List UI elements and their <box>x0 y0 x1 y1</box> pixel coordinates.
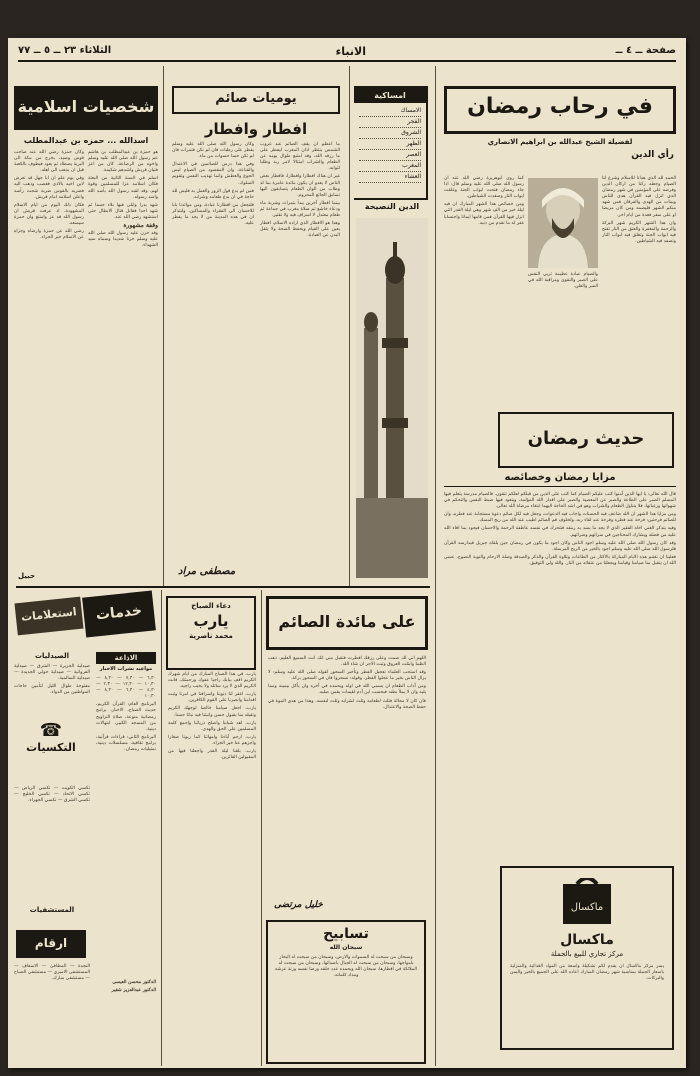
taxi-block <box>16 720 86 780</box>
ramadan-banner <box>444 86 676 134</box>
ramadan-byline: لفضيلة الشيخ عبدالله بن ابراهيم الانصاري <box>487 138 633 146</box>
diary-series-label: يوميات صائم <box>215 91 297 106</box>
personalities-title: اسدالله ... حمزه بن عبدالمطلب <box>23 136 149 145</box>
diary-text-1: ما اعظم ان يقف الصائم عند غروب الشمس ينتظر اذان المغرب ليفطر على ما رزقه الله، وقد امتنع طوال يومه عن الطعام والشراب امتثالا لامر ربه وطلبا لثوابه. غير ان هناك افطارا وافطارا، فافطار بعض الناس لا يعدو ان يكون مائدة عامرة بما لذ وطاب من الوان الطعام يتسابقون اليها تسابق الجائع المحروم. بينما افطار آخرين يبدأ بتمرات وشربة ماء ودعاء خاشع ثم صلاة مغرب في جماعة ثم طعام معتدل لا اسراف فيه ولا تقتير. وهذا هو الافطار الذي اراده الاسلام، افطار يعين على القيام ويحفظ الصحة ولا يثقل البدن عن العبادة. <box>260 142 340 239</box>
diary-title: افطار وافطار <box>204 120 308 138</box>
ramadan-series-title: في رحاب رمضان <box>467 94 653 119</box>
services-column <box>12 590 158 1066</box>
imsakiya-title: امساكية <box>354 88 426 103</box>
diary-text-2: وكان رسول الله صلى الله عليه وسلم يفطر على رطبات فان لم تكن فتمرات فان لم تكن حسا حسوات من ماء. وفي هذا درس للصائمين في الاعتدال والقناعة، وان المقصود من الصيام ليس الجوع والعطش وانما تهذيب النفس وتقويم السلوك. فمن لم يدع قول الزور والعمل به فليس لله حاجة في ان يدع طعامه وشرابه. فلنجعل من افطارنا عبادة، ومن موائدنا بابا للاحسان الى الفقراء والمساكين، ولنتذكر ان في هذه المدينة من لا يجد ما يفطر عليه. <box>172 142 254 227</box>
taxi-title: التكسيات <box>26 741 76 754</box>
portrait-image <box>528 178 598 268</box>
personalities-banner <box>14 86 158 130</box>
column-rule <box>261 590 262 1066</box>
tasabeeh-title: تسابيح <box>323 926 369 942</box>
aid-text: اللهم اني لك صمت وعلى رزقك افطرت فتقبل مني انك انت السميع العليم. ذهب الظمأ وابتلت العروق وثبت الاجر ان شاء الله. وقد استحب العلماء تعجيل الفطر وتأخير السحور لقوله صلى الله عليه وسلم: لا يزال الناس بخير ما عجلوا الفطر. وقوله: تسحروا فان في السحور بركة. ومن آداب الطعام ان يسمي الله في اوله ويحمده في آخره وان يأكل بيمينه ومما يليه وان لا يملأ بطنه فبحسب ابن آدم لقيمات يقمن صلبه. فان كان لا محالة فثلث لطعامه وثلث لشرابه وثلث لنفسه. وهذا من هدي النبوة في حفظ الصحة والاعتدال. <box>268 656 426 710</box>
ramadan-article-title: مزايا رمضان وخصائصه <box>504 472 616 483</box>
radio-title: الاذاعة <box>96 652 156 664</box>
nasiriya-sub: يارب <box>193 612 229 630</box>
inquiries-banner: استعلامات <box>15 597 84 636</box>
ad-brand: ماكسال <box>560 932 614 948</box>
ad-logo <box>502 878 672 932</box>
imsakiya-row: الشروق <box>359 128 421 139</box>
imsakiya-box <box>354 86 428 200</box>
maksal-ad <box>500 866 674 1050</box>
ramadan-column <box>440 66 680 1066</box>
personalities-subhead: وقفة مشهورة <box>123 222 158 230</box>
personalities-column <box>12 66 160 586</box>
personalities-text-1: هو حمزة بن عبدالمطلب بن هاشم عم رسول الله صلى الله عليه وسلم واخوه من الرضاعة، كان من اعز فتيان قريش واشدهم شكيمة. اسلم في السنة الثانية من البعثة فكان اسلامه عزا للمسلمين وقوة لهم، وقد لقبه رسول الله بأسد الله واسد رسوله. شهد بدرا وابلى فيها بلاء حسنا ثم شهد احدا فقاتل قتال الابطال حتى استشهد رضي الله عنه. وقفة مشهورة وقد حزن عليه رسول الله صلى الله عليه وسلم حزنا شديدا وسماه سيد الشهداء. <box>88 150 158 249</box>
nasiriya-title: دعاء الصباح <box>191 602 231 610</box>
aid-banner <box>266 596 428 650</box>
taxi-text: تكسي الكويت — تكسي الرياض — تكسي الاتحاد — تكسي الخليج — تكسي الشرق — تكسي الجهراء. <box>14 786 90 804</box>
doctor-1: الدكتور محسن العيسى <box>112 980 156 985</box>
ad-logo-image <box>557 878 617 928</box>
diary-banner <box>172 86 340 114</box>
ad-subtitle: مركز تجاري للبيع بالجملة <box>550 950 624 958</box>
services-banner: خدمات <box>82 590 156 637</box>
aid-title: على مائدة الصائم <box>278 612 416 631</box>
mosque-photo <box>356 218 428 578</box>
imsakiya-table <box>354 103 426 186</box>
doctors-text <box>96 980 156 1060</box>
page-label: صفحة ــ ٤ ــ <box>615 45 676 56</box>
tasabeeh-box <box>266 920 426 1064</box>
ramadan-text-3: والصيام عبادة عظيمة تربي النفس على الصبر والتقوى ومراقبة الله في السر والعلن. <box>528 272 598 290</box>
ramadan-talk-label: حديث رمضان <box>527 428 645 449</box>
imsakiya-row: المغرب <box>359 161 421 172</box>
sheikh-photo <box>528 178 598 268</box>
personalities-series-label: شخصيات اسلامية <box>17 97 155 116</box>
section-title: رأي الدين <box>631 150 674 160</box>
date-line: الثلاثاء ٢٣ ــ ٥ ــ ٧٧ <box>18 45 112 56</box>
imsakiya-row: العصر <box>359 150 421 161</box>
divider <box>444 486 676 487</box>
ad-logo-text: ماكسال <box>570 902 604 913</box>
column-rule <box>163 66 164 586</box>
paper-name: الانباء <box>335 45 366 58</box>
imsakiya-row: الظهر <box>359 139 421 150</box>
nasiriya-text: يارب، في هذا الصباح المبارك من ايام شهرك الكريم اقف ببابك راجيا عفوك ورحمتك، فانت الكريم الذي لا يرد سائله ولا يخيب راجيه. يارب، اغفر لنا ذنوبنا واسرافنا في امرنا وثبت اقدامنا وانصرنا على القوم الكافرين. يارب، اجعل صيامنا خالصا لوجهك الكريم وتقبله منا بقبول حسن وانبتنا فيه نباتا حسنا. يارب، اهد شبابنا واصلح ذرياتنا واجمع كلمة المسلمين على الحق والهدى. يارب، ارحم آباءنا وامهاتنا كما ربونا صغارا واجزهم عنا خير الجزاء. يارب، بلغنا ليلة القدر واجعلنا فيها من المقبولين الفائزين. <box>168 672 256 761</box>
ramadan-text-1: الحمد لله الذي هدانا للاسلام وشرع لنا الصيام وجعله ركنا من اركان الدين وفرضه على المؤمنين في شهر رمضان الذي انزل فيه القرآن هدى للناس وبينات من الهدى والفرقان فمن شهد منكم الشهر فليصمه ومن كان مريضا او على سفر فعدة من ايام اخر. وان هذا الشهر الكريم شهر البركة والرحمة والمغفرة والعتق من النار تفتح فيه ابواب الجنة وتغلق فيه ابواب النار وتصفد فيه الشياطين. <box>602 176 676 244</box>
aid-column <box>264 590 430 1066</box>
ramadan-text-4: قال الله تعالى: يا ايها الذين آمنوا كتب عليكم الصيام كما كتب على الذين من قبلكم لعلكم تتقون. فالصيام مدرسة يتعلم فيها المسلم الصبر على الطاعة والصبر عن المعصية والصبر على اقدار الله المؤلمة، ويتعود فيها ضبط النفس والتحكم في شهواتها ورغباتها، فلا يتناول الطعام والشراب وهو في اشد الحاجة اليهما ابتغاء مرضاة الله تعالى. ومن مزايا هذا الشهر ان الله ضاعف فيه الحسنات واجاب فيه الدعوات، وجعل فيه لكل صائم دعوة مستجابة عند فطره، وان للصائم فرحتين: فرحة عند فطره وفرحة عند لقاء ربه، ولخلوف فم الصائم اطيب عند الله من ريح المسك. وفيه يتذكر الغني اخاه الفقير الذي لا يجد ما يسد به رمقه فتتحرك في نفسه عاطفة الرحمة والاحسان فيجود بما افاء الله عليه من فضله ويشارك المحتاجين في سرائهم وضرائهم. وقد كان رسول الله صلى الله عليه وسلم اجود الناس وكان اجود ما يكون في رمضان حين يلقاه جبريل فيدارسه القرآن فلرسول الله صلى الله عليه وسلم اجود بالخير من الريح المرسلة. فعلينا ان نغتنم هذه الايام المباركة بالاكثار من الطاعات وتلاوة القرآن والذكر والصدقة وصلة الارحام والتوبة النصوح، عسى الله ان يتقبل منا صيامنا وقيامنا ويجعلنا من عتقائه من النار. والله ولي التوفيق. <box>444 492 676 566</box>
tasabeeh-text: وسبحان من سبحت له السموات والارض، وسبحان من سبحت له البحار بامواجها، وسبحان من سبحت له الجبال باصدائها، وسبحان من سبحت له الملائكة في اقطارها، سبحان الله وبحمده عدد خلقه ورضا نفسه وزنة عرشه ومداد كلماته. <box>274 955 418 979</box>
imsakiya-column <box>354 66 430 586</box>
numbers-text: النجدة — المطافئ — الاسعاف — المستشفى الاميري — مستشفى الصباح — مستشفى مبارك. <box>14 964 90 982</box>
column-rule <box>349 66 350 586</box>
ramadan-text-2: كما روى ابوهريرة رضي الله عنه ان رسول الله صلى الله عليه وسلم قال: اذا جاء رمضان فتحت ابواب الجنة وغلقت ابواب النار وصفدت الشياطين. ومن خصائص هذا الشهر المبارك ان فيه ليلة خير من الف شهر وهي ليلة القدر التي انزل فيها القرآن فمن قامها ايمانا واحتسابا غفر له ما تقدم من ذنبه. <box>444 176 524 226</box>
imsakiya-row: الفجر <box>359 117 421 128</box>
imsakiya-row: العشاء <box>359 172 421 183</box>
taxi-icon: ☎ <box>39 720 63 741</box>
tasabeeh-sub: سبحان الله <box>329 944 363 951</box>
ramadan-talk-banner <box>498 412 674 468</box>
masthead <box>18 44 676 62</box>
personalities-text-2: وكان حمزة رضي الله عنه صاحب قوس وصيد، يخرج من مكة الى البرية يصطاد ثم يعود فيطوف بالكعبة قبل ان يذهب الى اهله. وفي يوم علم ان ابا جهل قد تعرض لابن اخيه بالاذى فغضب وذهب اليه فضربه بالقوس ضربة شجت رأسه واعلن اسلامه امام قريش. فكان ذلك اليوم من ايام الاسلام المشهودة، اذ عرفت قريش ان رسول الله قد عز وامتنع وان حمزة سيمنعه. رضي الله عن حمزة وارضاه وجزاه عن الاسلام خير الجزاء. <box>14 150 84 241</box>
ad-text: يسر مركز ماكسال ان يقدم لكم تشكيلة واسعة من المواد الغذائية والمنزلية باسعار الجملة بمناسبة شهر رمضان المبارك اعاده الله على الجميع بالخير واليمن والبركات. <box>510 964 664 982</box>
imsakiya-caption: الدين النصيحة <box>364 202 420 211</box>
personalities-end: حبيل <box>18 572 36 580</box>
aid-signature: خليل مرتضى <box>274 900 323 910</box>
nasiriya-author: محمد ناصرية <box>189 632 233 640</box>
radio-sub: مواعيد نشرات الاخبار <box>99 666 153 672</box>
diary-column <box>168 66 344 586</box>
numbers-banner: ارقام <box>16 930 86 958</box>
imsakiya-row: الامساك <box>359 106 421 117</box>
radio-text: ٦,٣٠ — ٧,٣٠ — ٨,٣٠ — ١٠,٣٠ — ١٢,٣٠ — ٢,٣٠ — ٤,٣٠ — ٦,٣٠ — ٨,٣٠ — ١٠,٣٠ البرنامج العام: القرآن الكريم، حديث الصباح، الاخبار، برامج رمضانية منوعة، صلاة التراويح من المسجد الكبير، ابتهالات دينية. البرنامج الثاني: قراءات قرآنية، برامج ثقافية، مسلسلات دينية، تمثيليات رمضان. <box>96 676 157 753</box>
horizontal-rule <box>16 586 430 588</box>
doctor-2: الدكتور عبدالعزيز شقير <box>111 988 156 994</box>
pharmacies-title: الصيدليات <box>35 652 69 660</box>
nasiriya-column <box>166 590 258 1066</box>
pharmacies-text: صيدلية الجزيرة — الشرق — صيدلية الفروانية — صيدلية حولي الجديدة — صيدلية السالمية. مفتوحة طوال الليل لتأمين حاجات المواطنين من الدواء. <box>14 664 90 696</box>
column-rule <box>435 66 436 1066</box>
column-rule <box>161 590 162 1066</box>
mosque-image <box>356 218 428 578</box>
diary-signature: مصطفى مراد <box>178 566 236 577</box>
nasiriya-box <box>166 596 256 670</box>
newspaper-page <box>8 38 686 1068</box>
hospitals-title: المستشفيات <box>29 906 75 914</box>
